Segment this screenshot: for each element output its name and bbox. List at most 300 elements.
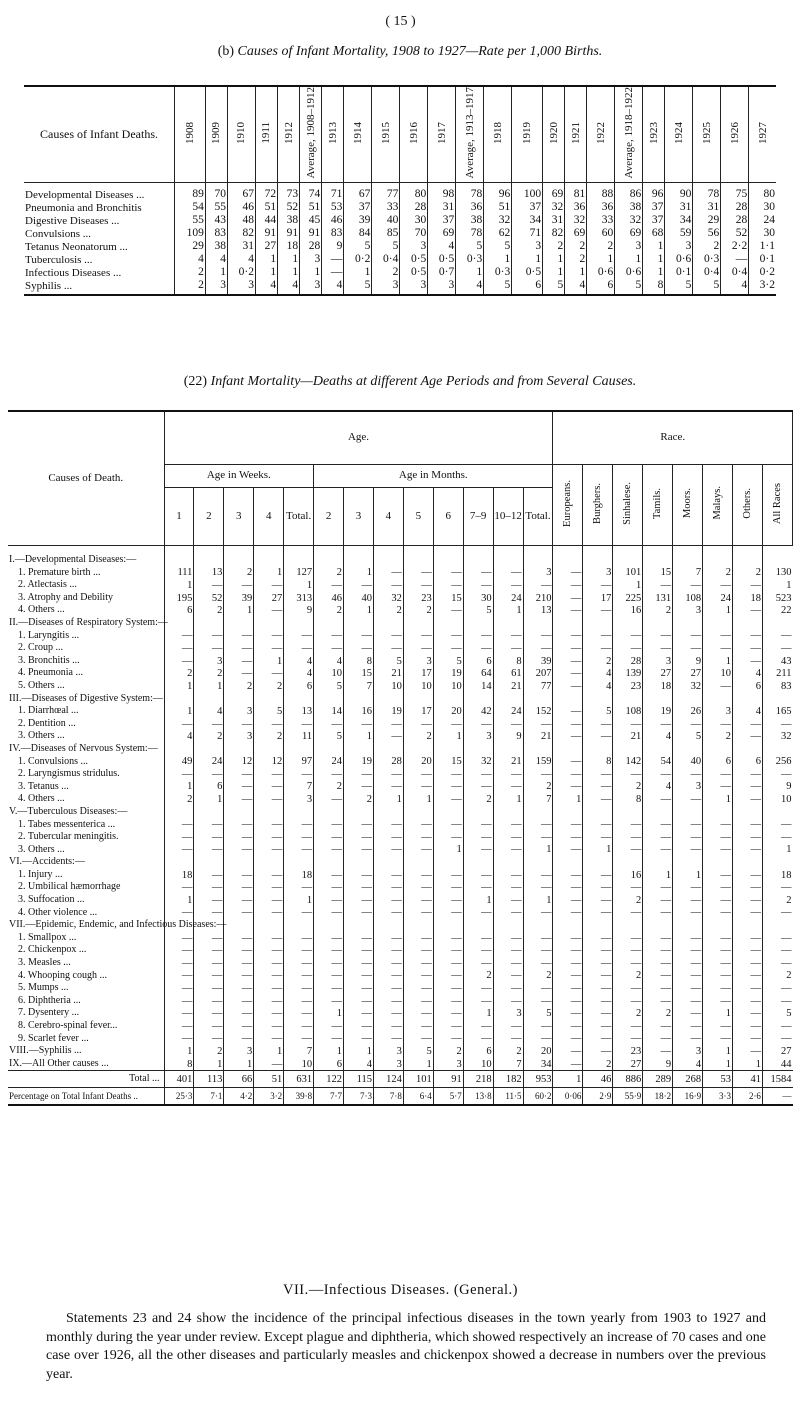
count-cell	[254, 617, 284, 630]
count-cell: —	[643, 642, 673, 655]
count-cell	[463, 693, 493, 706]
count-cell: —	[403, 642, 433, 655]
age-subcolumn-header: 6	[433, 488, 463, 546]
count-cell: —	[703, 995, 733, 1008]
percentage-cell: 39·8	[284, 1088, 314, 1106]
rate-cell: 1	[300, 266, 322, 279]
count-cell	[403, 806, 433, 819]
rate-cell: 56	[693, 227, 721, 240]
rate-cell: 69	[615, 227, 643, 240]
count-cell: —	[523, 831, 553, 844]
rate-cell: 77	[372, 183, 400, 202]
count-cell: 1	[523, 894, 553, 907]
year-column-header	[227, 86, 255, 183]
year-column-header	[721, 86, 749, 183]
count-cell: —	[194, 579, 224, 592]
count-cell: 24	[194, 756, 224, 769]
count-cell: 1	[553, 793, 583, 806]
count-cell: —	[463, 642, 493, 655]
rate-cell: 2	[175, 266, 206, 279]
count-cell: —	[523, 944, 553, 957]
count-cell: —	[613, 932, 643, 945]
count-cell: 18	[643, 680, 673, 693]
count-cell: —	[643, 630, 673, 643]
count-cell: —	[583, 907, 613, 920]
count-cell: —	[403, 718, 433, 731]
count-cell: —	[314, 907, 344, 920]
percentage-cell: 6·4	[403, 1088, 433, 1106]
count-cell: —	[373, 730, 403, 743]
cause-name: 1. Smallpox ...	[18, 931, 77, 943]
rate-cell: 30	[400, 214, 428, 227]
count-cell: —	[403, 831, 433, 844]
count-cell: 6	[703, 756, 733, 769]
count-cell: —	[583, 630, 613, 643]
rate-cell: 3·2	[749, 279, 776, 295]
count-cell: —	[194, 1020, 224, 1033]
rate-cell: 0·6	[587, 266, 615, 279]
count-cell: —	[613, 1020, 643, 1033]
rate-cell: 89	[175, 183, 206, 202]
rate-cell: 51	[300, 201, 322, 214]
count-cell: 10	[463, 1058, 493, 1071]
count-cell: 46	[314, 592, 344, 605]
count-cell	[463, 856, 493, 869]
count-cell	[164, 856, 194, 869]
count-cell: —	[762, 831, 792, 844]
count-cell	[224, 617, 254, 630]
total-cell: 218	[463, 1071, 493, 1088]
table2-caption-label: (22)	[183, 374, 208, 389]
percentage-cell: 2·6	[733, 1088, 763, 1106]
count-cell: 108	[613, 705, 643, 718]
year-column-label: 1922	[594, 121, 607, 144]
table-row	[8, 781, 793, 794]
count-cell: —	[762, 1020, 792, 1033]
rate-cell: 32	[543, 201, 565, 214]
table-row	[8, 730, 793, 743]
count-cell: —	[224, 970, 254, 983]
count-cell: —	[762, 957, 792, 970]
count-cell: —	[613, 907, 643, 920]
rate-cell: 1	[565, 266, 587, 279]
count-cell: 2	[254, 730, 284, 743]
count-cell: —	[314, 579, 344, 592]
count-cell: —	[643, 907, 673, 920]
rate-cell: —	[322, 266, 344, 279]
rate-cell: 0·4	[693, 266, 721, 279]
count-cell: —	[224, 718, 254, 731]
count-cell: 1	[403, 793, 433, 806]
count-cell: —	[673, 957, 703, 970]
count-cell: —	[284, 1020, 314, 1033]
rate-cell: 3	[300, 253, 322, 266]
rate-cell: 40	[372, 214, 400, 227]
count-cell: 1	[254, 1045, 284, 1058]
count-cell: —	[673, 768, 703, 781]
count-cell: 3	[673, 604, 703, 617]
percentage-cell: 7·8	[373, 1088, 403, 1106]
table-row	[8, 1058, 793, 1071]
count-cell: —	[344, 894, 374, 907]
percentage-row	[8, 1088, 793, 1106]
rate-cell: 2	[693, 240, 721, 253]
count-cell: 3	[673, 1045, 703, 1058]
count-cell: —	[344, 907, 374, 920]
count-cell: 17	[403, 667, 433, 680]
rate-cell: 70	[400, 227, 428, 240]
count-cell: —	[463, 844, 493, 857]
rate-cell: 4	[721, 279, 749, 295]
count-cell: 15	[433, 756, 463, 769]
rate-cell: 36	[456, 201, 484, 214]
count-cell: 10	[703, 667, 733, 680]
count-cell: —	[344, 579, 374, 592]
count-cell: —	[673, 718, 703, 731]
table-row	[8, 995, 793, 1008]
count-cell: —	[344, 818, 374, 831]
count-cell: —	[493, 642, 523, 655]
count-cell: 5	[583, 705, 613, 718]
rate-cell: 1	[643, 266, 665, 279]
count-cell	[254, 806, 284, 819]
table-row	[8, 705, 793, 718]
year-column-label: Average, 1913–1917	[463, 87, 476, 179]
count-cell: —	[224, 1020, 254, 1033]
count-cell: —	[553, 944, 583, 957]
table2-caption-text: Infant Mortality—Deaths at different Age Periods and from Several Causes.	[210, 374, 637, 389]
count-cell: —	[493, 579, 523, 592]
count-cell: —	[373, 831, 403, 844]
count-cell: 27	[643, 667, 673, 680]
count-cell: 1	[194, 793, 224, 806]
count-cell: —	[523, 642, 553, 655]
count-cell: 1	[703, 793, 733, 806]
count-cell: 1	[703, 655, 733, 668]
cause-name: 2. Croup ...	[18, 642, 63, 654]
year-column-header	[643, 86, 665, 183]
cause-name: 8. Cerebro-spinal fever...	[18, 1020, 118, 1032]
count-cell	[583, 617, 613, 630]
count-cell: —	[164, 907, 194, 920]
count-cell	[553, 919, 583, 932]
count-cell: —	[254, 768, 284, 781]
count-cell: 5	[673, 730, 703, 743]
rate-cell: 36	[565, 201, 587, 214]
count-cell: 1	[164, 680, 194, 693]
count-cell: 42	[463, 705, 493, 718]
cause-name: II.—Diseases of Respiratory System:—	[9, 617, 168, 629]
count-cell: —	[344, 944, 374, 957]
percentage-cell: 60·2	[523, 1088, 553, 1106]
rate-cell: 1	[344, 266, 372, 279]
count-cell	[224, 554, 254, 567]
table-row	[8, 743, 793, 756]
rate-cell: 31	[543, 214, 565, 227]
count-cell: 16	[613, 869, 643, 882]
cause-name: 3. Atrophy and Debility	[18, 591, 113, 603]
count-cell: —	[583, 982, 613, 995]
count-cell: 27	[673, 667, 703, 680]
rate-cell: 78	[693, 183, 721, 202]
count-cell: —	[344, 869, 374, 882]
rate-cell: 18	[278, 240, 300, 253]
rate-cell: 96	[484, 183, 512, 202]
count-cell: —	[254, 1007, 284, 1020]
year-column-label: 1920	[547, 121, 560, 144]
count-cell: —	[373, 881, 403, 894]
rate-cell: 3	[428, 279, 456, 295]
age-subcolumn-header: 1	[164, 488, 194, 546]
table-row	[24, 266, 776, 279]
rate-cell: 0·2	[749, 266, 776, 279]
count-cell: 12	[224, 756, 254, 769]
spacer-cell	[703, 546, 733, 555]
count-cell: —	[194, 1033, 224, 1046]
count-cell: —	[553, 705, 583, 718]
count-cell: —	[344, 630, 374, 643]
count-cell: —	[583, 1045, 613, 1058]
year-column-label: 1924	[672, 121, 685, 144]
count-cell: —	[523, 881, 553, 894]
count-cell: —	[553, 831, 583, 844]
count-cell: 207	[523, 667, 553, 680]
count-cell: —	[463, 718, 493, 731]
count-cell: —	[643, 944, 673, 957]
percentage-cell: 7·7	[314, 1088, 344, 1106]
rate-cell: 3	[400, 240, 428, 253]
table-row	[8, 793, 793, 806]
count-cell: 64	[463, 667, 493, 680]
count-cell: —	[673, 793, 703, 806]
count-cell: —	[254, 781, 284, 794]
count-cell	[344, 617, 374, 630]
race-column-header	[583, 465, 613, 546]
count-cell	[523, 856, 553, 869]
count-cell: 2	[224, 680, 254, 693]
race-column-label: Tamils.	[652, 487, 664, 519]
count-cell: 1	[344, 604, 374, 617]
spacer-cell	[463, 546, 493, 555]
count-cell: 4	[284, 667, 314, 680]
count-cell: 2	[613, 1007, 643, 1020]
count-cell: 1	[314, 1007, 344, 1020]
total-cell: 51	[254, 1071, 284, 1088]
rate-cell: 3	[372, 279, 400, 295]
rate-cell: 67	[344, 183, 372, 202]
count-cell: —	[703, 642, 733, 655]
count-cell: —	[493, 844, 523, 857]
count-cell: —	[643, 718, 673, 731]
rate-cell: 46	[227, 201, 255, 214]
age-subcolumn-header: 2	[194, 488, 224, 546]
count-cell: —	[254, 932, 284, 945]
rate-cell: 75	[721, 183, 749, 202]
count-cell: 2	[703, 567, 733, 580]
rate-cell: 85	[372, 227, 400, 240]
count-cell: —	[493, 932, 523, 945]
count-cell	[703, 743, 733, 756]
rate-cell: 0·5	[428, 253, 456, 266]
count-cell: 5	[762, 1007, 792, 1020]
year-column-header	[175, 86, 206, 183]
count-cell: —	[643, 579, 673, 592]
count-cell: 1	[463, 894, 493, 907]
count-cell	[284, 554, 314, 567]
year-column-header	[322, 86, 344, 183]
count-cell	[673, 743, 703, 756]
count-cell: —	[583, 957, 613, 970]
count-cell: —	[493, 894, 523, 907]
count-cell: 34	[523, 1058, 553, 1071]
spacer-cell	[643, 546, 673, 555]
count-cell: —	[403, 970, 433, 983]
count-cell: 5	[373, 655, 403, 668]
count-cell: 20	[403, 756, 433, 769]
count-cell: 523	[762, 592, 792, 605]
count-cell	[673, 919, 703, 932]
count-cell	[373, 693, 403, 706]
spacer-cell	[673, 546, 703, 555]
rate-cell: 52	[278, 201, 300, 214]
rate-cell: 37	[512, 201, 543, 214]
count-cell: —	[164, 1007, 194, 1020]
count-cell: 1	[583, 844, 613, 857]
count-cell: —	[733, 1033, 763, 1046]
cause-name: 4. Pneumonia ...	[18, 667, 83, 679]
count-cell: —	[643, 1033, 673, 1046]
count-cell: —	[433, 567, 463, 580]
count-cell: —	[553, 995, 583, 1008]
count-cell: —	[194, 881, 224, 894]
year-column-label: 1913	[326, 121, 339, 144]
count-cell: —	[254, 818, 284, 831]
count-cell: 3	[493, 1007, 523, 1020]
race-column-header	[703, 465, 733, 546]
rate-cell: 109	[175, 227, 206, 240]
table-row	[8, 970, 793, 983]
count-cell: —	[344, 831, 374, 844]
count-cell: 1	[523, 844, 553, 857]
spacer-cell	[433, 546, 463, 555]
count-cell: —	[463, 957, 493, 970]
count-cell: —	[463, 1033, 493, 1046]
count-cell	[433, 856, 463, 869]
count-cell: —	[254, 667, 284, 680]
rate-cell: 6	[587, 279, 615, 295]
count-cell: 10	[373, 680, 403, 693]
count-cell: —	[164, 831, 194, 844]
count-cell: 2	[254, 680, 284, 693]
rate-cell: 52	[721, 227, 749, 240]
rate-cell: 4	[456, 279, 484, 295]
rate-cell: 4	[428, 240, 456, 253]
rate-cell: 43	[205, 214, 227, 227]
count-cell: —	[583, 831, 613, 844]
year-column-label: 1915	[379, 121, 392, 144]
count-cell: —	[463, 995, 493, 1008]
count-cell: —	[194, 869, 224, 882]
rate-cell: 0·6	[615, 266, 643, 279]
table-row	[8, 957, 793, 970]
count-cell: —	[224, 818, 254, 831]
table-row	[8, 617, 793, 630]
table-row	[24, 227, 776, 240]
count-cell	[224, 919, 254, 932]
count-cell: 2	[762, 970, 792, 983]
total-cell: 289	[643, 1071, 673, 1088]
count-cell: —	[733, 604, 763, 617]
count-cell: —	[523, 982, 553, 995]
count-cell: —	[344, 768, 374, 781]
count-cell: —	[583, 730, 613, 743]
percentage-cell: 7·3	[344, 1088, 374, 1106]
year-column-label: 1914	[351, 121, 364, 144]
count-cell: 3	[403, 655, 433, 668]
rate-cell: 1	[255, 253, 277, 266]
race-column-header	[762, 465, 792, 546]
count-cell	[673, 617, 703, 630]
rate-cell: 4	[227, 253, 255, 266]
count-cell	[433, 617, 463, 630]
count-cell	[762, 743, 792, 756]
percentage-cell: 25·3	[164, 1088, 194, 1106]
age-subcolumn-header: 3	[344, 488, 374, 546]
cause-name: VII.—Epidemic, Endemic, and Infectious Diseases:—	[9, 919, 227, 931]
count-cell: —	[553, 1045, 583, 1058]
count-cell: —	[613, 818, 643, 831]
count-cell: —	[314, 869, 344, 882]
count-cell: 211	[762, 667, 792, 680]
count-cell: —	[433, 718, 463, 731]
age-subcolumn-header: Total.	[284, 488, 314, 546]
count-cell: —	[673, 1033, 703, 1046]
table-row	[8, 932, 793, 945]
count-cell	[553, 856, 583, 869]
rate-cell: 27	[255, 240, 277, 253]
cause-name: 3. Bronchitis ...	[18, 654, 80, 666]
rate-cell: 0·3	[484, 266, 512, 279]
count-cell: —	[553, 970, 583, 983]
total-cell: 122	[314, 1071, 344, 1088]
count-cell: —	[463, 831, 493, 844]
cause-name: 2. Chickenpox ...	[18, 944, 87, 956]
count-cell: —	[284, 831, 314, 844]
count-cell: 20	[523, 1045, 553, 1058]
count-cell: —	[194, 642, 224, 655]
count-cell: 9	[284, 604, 314, 617]
count-cell: 3	[703, 705, 733, 718]
count-cell: 1	[703, 1058, 733, 1071]
count-cell: —	[373, 907, 403, 920]
count-cell: 2	[344, 793, 374, 806]
count-cell: 3	[643, 655, 673, 668]
year-column-header	[615, 86, 643, 183]
count-cell: —	[523, 579, 553, 592]
cause-name: Convulsions ...	[25, 227, 92, 240]
causes-header: Causes of Infant Deaths.	[24, 86, 175, 183]
count-cell: —	[194, 844, 224, 857]
count-cell: —	[373, 970, 403, 983]
count-cell: —	[553, 1033, 583, 1046]
cause-name: 4. Others ...	[18, 604, 65, 616]
count-cell: —	[553, 1007, 583, 1020]
count-cell: —	[493, 1033, 523, 1046]
count-cell	[284, 806, 314, 819]
rate-cell: 39	[344, 214, 372, 227]
count-cell	[284, 743, 314, 756]
age-subcolumn-header: 4	[254, 488, 284, 546]
